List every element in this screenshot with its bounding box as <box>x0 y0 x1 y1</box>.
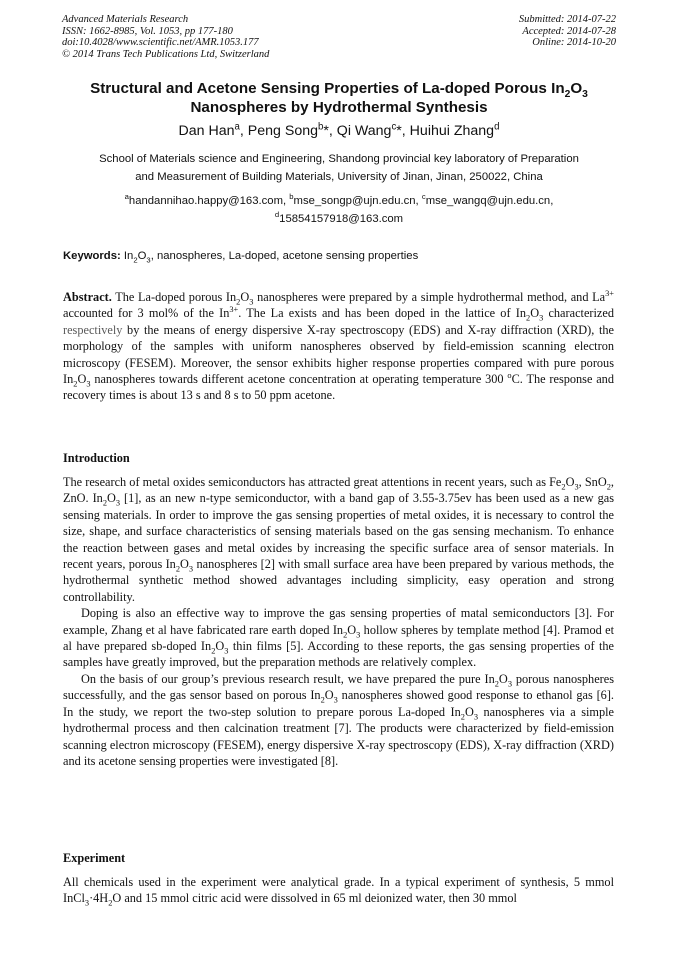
introduction-body <box>63 474 614 769</box>
author-name: *, Qi Wang <box>323 123 392 139</box>
email-address[interactable]: 15854157918@163.com <box>279 213 404 225</box>
chem-text: O <box>215 639 225 654</box>
chem-sub: 3 <box>224 646 229 656</box>
chem-sub: 3 <box>507 679 512 689</box>
chem-sub: 3 <box>188 564 194 574</box>
chem-sub: 3 <box>84 898 90 908</box>
intro-text: nanospheres [2] with small surface area have been prepared by various methods, the hydrothermal synthetic method showed advantages including simplicity, easy operation and strong controllability. <box>63 557 614 604</box>
section-heading-experiment: Experiment <box>63 851 126 865</box>
email-mark: a <box>124 192 129 202</box>
keyword-text: In <box>120 250 134 262</box>
intro-text: The research of metal oxides semiconductors has attracted great attentions in recent years, such as Fe <box>63 475 562 489</box>
author-mark: b <box>318 121 324 133</box>
keyword-text: , nanospheres, La-doped, acetone sensing properties <box>150 250 419 262</box>
doi-line[interactable]: doi:10.4028/www.scientific.net/AMR.1053.177 <box>62 37 259 49</box>
title-text: Structural and Acetone Sensing Properties of La-doped Porous In <box>90 80 565 97</box>
dates-header <box>519 14 616 49</box>
chem-sub: 2 <box>108 898 113 908</box>
chem-text: O <box>498 671 508 686</box>
intro-paragraph-1 <box>63 474 614 605</box>
abstract <box>63 289 614 404</box>
email-address[interactable]: mse_wangq@ujn.edu.cn, <box>425 195 554 207</box>
affiliation <box>56 150 622 186</box>
chem-sub: 3 <box>574 482 579 492</box>
copyright-line: © 2014 Trans Tech Publications Ltd, Switzerland <box>62 48 270 60</box>
chem-sub: 2 <box>320 695 325 705</box>
chem-text: O <box>107 491 116 506</box>
title-text: O <box>570 80 583 97</box>
author-mark: a <box>234 121 240 133</box>
abstract-text: . The La exists and has been doped in the lattice of In <box>238 306 526 321</box>
affiliation-line: and Measurement of Building Materials, University of Jinan, Jinan, 250022, China <box>135 171 543 183</box>
journal-header <box>62 14 269 60</box>
experiment-body <box>63 874 614 907</box>
abstract-text: nanospheres towards different acetone concentration at operating temperature 300 <box>90 372 508 387</box>
keywords-label: Keywords: <box>63 250 121 262</box>
intro-paragraph-2 <box>63 605 614 671</box>
chem-sub: 2 <box>494 679 499 689</box>
highlighted-word: respectively <box>63 322 123 337</box>
chem-sub: 2 <box>526 313 531 323</box>
email-list <box>56 192 622 228</box>
chem-text: O <box>180 557 189 572</box>
chem-text: O <box>324 688 334 703</box>
chem-sub: 3 <box>115 498 121 508</box>
chem-sub: 3 <box>356 630 361 640</box>
intro-text: , SnO <box>578 475 607 489</box>
keyword-text: O <box>137 250 147 262</box>
title-sub: 3 <box>582 89 588 101</box>
chem-sub: 3 <box>333 695 338 705</box>
accepted-date: Accepted: 2014-07-28 <box>522 25 616 37</box>
experiment-text: All chemicals used in the experiment were analytical grade. In a typical experiment of synthesis, 5 mmol InCl <box>63 875 614 906</box>
author-name: Dan Han <box>178 123 235 139</box>
paper-title <box>40 79 638 117</box>
chem-sup: 3+ <box>229 305 239 315</box>
chem-sub: 2 <box>102 498 107 508</box>
author-mark: d <box>494 121 500 133</box>
chem-sub: 2 <box>606 482 611 492</box>
chem-sub: 2 <box>460 712 465 722</box>
chem-sub: 2 <box>211 646 216 656</box>
intro-text: On the basis of our group’s previous research result, we have prepared the pure In <box>81 671 495 686</box>
chem-sub: 2 <box>561 482 566 492</box>
chem-sub: 2 <box>73 379 78 389</box>
author-list <box>40 121 638 141</box>
intro-text: nanospheres showed good response to ethanol gas [6]. In the study, we report the two-step solution to prepare porous La-doped In <box>63 688 614 719</box>
abstract-text: nanospheres were prepared by a simple hydrothermal method, and La <box>253 290 606 304</box>
intro-paragraph-3 <box>63 671 614 769</box>
keywords <box>63 247 623 265</box>
keyword-sub: 3 <box>146 255 151 265</box>
chem-text: O <box>77 372 87 387</box>
intro-text: , ZnO. In <box>63 475 614 506</box>
intro-text: [1], as an new n-type semiconductor, with a band gap of 3.55-3.75ev has been used as a new gas sensing materials. In order to improve the gas sensing properties of metal oxides, it is necessary to control the size, shape, and surface characteristics of sensing materials based on the gas sensing mechanism. To enhance the reaction between gases and metal oxides by increasing the specific surface area of sensor materials. In recent years, porous In <box>63 491 614 572</box>
section-heading-introduction: Introduction <box>63 451 130 465</box>
author-name: , Peng Song <box>239 123 318 139</box>
author-mark: c <box>391 121 397 133</box>
chem-sub: 2 <box>236 297 241 307</box>
chem-sub: 2 <box>175 564 181 574</box>
abstract-text: The La-doped porous In <box>111 290 237 304</box>
author-name: *, Huihui Zhang <box>396 123 495 139</box>
email-address[interactable]: handannihao.happy@163.com, <box>128 195 290 207</box>
keyword-sub: 2 <box>133 255 138 265</box>
email-mark: b <box>289 192 294 202</box>
title-sub: 2 <box>564 89 571 101</box>
experiment-text: O and 15 mmol citric acid were dissolved in 65 ml deionized water, then 30 mmol <box>112 891 517 906</box>
intro-text: porous nanospheres successfully, and the gas sensor based on porous In <box>63 671 614 703</box>
issn-line: ISSN: 1662-8985, Vol. 1053, pp 177-180 <box>62 25 233 37</box>
chem-text: O <box>347 622 357 637</box>
title-line-2: Nanospheres by Hydrothermal Synthesis <box>190 99 488 116</box>
affiliation-line: School of Materials science and Engineering, Shandong provincial key laboratory of Preparation <box>99 153 579 165</box>
abstract-text: by the means of energy dispersive X-ray spectroscopy (EDS) and X-ray diffraction (XRD), the morphology of the samples with uniform nanospheres observed by field-emission scanning electron microscopy (FESEM). Moreover, the sensor exhibits higher response properties compared with pure porous In <box>63 322 614 387</box>
chem-sup: 3+ <box>605 288 614 298</box>
chem-sub: 3 <box>86 379 91 389</box>
chem-sub: 2 <box>343 630 348 640</box>
abstract-label: Abstract. <box>63 290 112 304</box>
experiment-text: ·4H <box>89 891 109 906</box>
chem-sub: 3 <box>473 712 479 722</box>
online-date: Online: 2014-10-20 <box>532 37 616 49</box>
email-address[interactable]: mse_songp@ujn.edu.cn, <box>293 195 422 207</box>
abstract-text: characterized <box>543 306 614 321</box>
email-mark: d <box>274 210 280 220</box>
intro-text: thin films [5]. According to these reports, the gas sensing properties of the samples have greatly improved, but the preparation methods are relatively complex. <box>63 639 614 670</box>
intro-text: hollow spheres by template method [4]. Pramod et al have prepared sb-doped In <box>63 622 614 654</box>
chem-sub: 3 <box>539 313 544 323</box>
degree-sup: o <box>507 370 512 380</box>
chem-sub: 3 <box>249 297 254 307</box>
journal-name: Advanced Materials Research <box>62 14 189 25</box>
intro-text: nanospheres via a simple hydrothermal process and then calcination treatment [7]. The products were characterized by field-emission scanning electron microscopy (FESEM), energy dispersive X-ray spectroscopy (EDS), X-ray diffraction (XRD) and its acetone sensing properties were investigated [8]. <box>63 704 614 768</box>
abstract-text: C. The response and recovery times is about 13 s and 8 s to 50 ppm acetone. <box>63 372 614 403</box>
abstract-text: accounted for 3 mol% of the In <box>63 306 230 321</box>
chem-text: O <box>565 475 575 489</box>
intro-text: Doping is also an effective way to improve the gas sensing properties of matal semiconductors [3]. For example, Zhang et al have fabricated rare earth doped In <box>63 606 614 637</box>
chem-text: O <box>530 306 540 321</box>
submitted-date: Submitted: 2014-07-22 <box>518 14 616 25</box>
chem-text: O <box>240 290 250 304</box>
email-mark: c <box>421 192 426 202</box>
chem-text: O <box>464 704 474 719</box>
